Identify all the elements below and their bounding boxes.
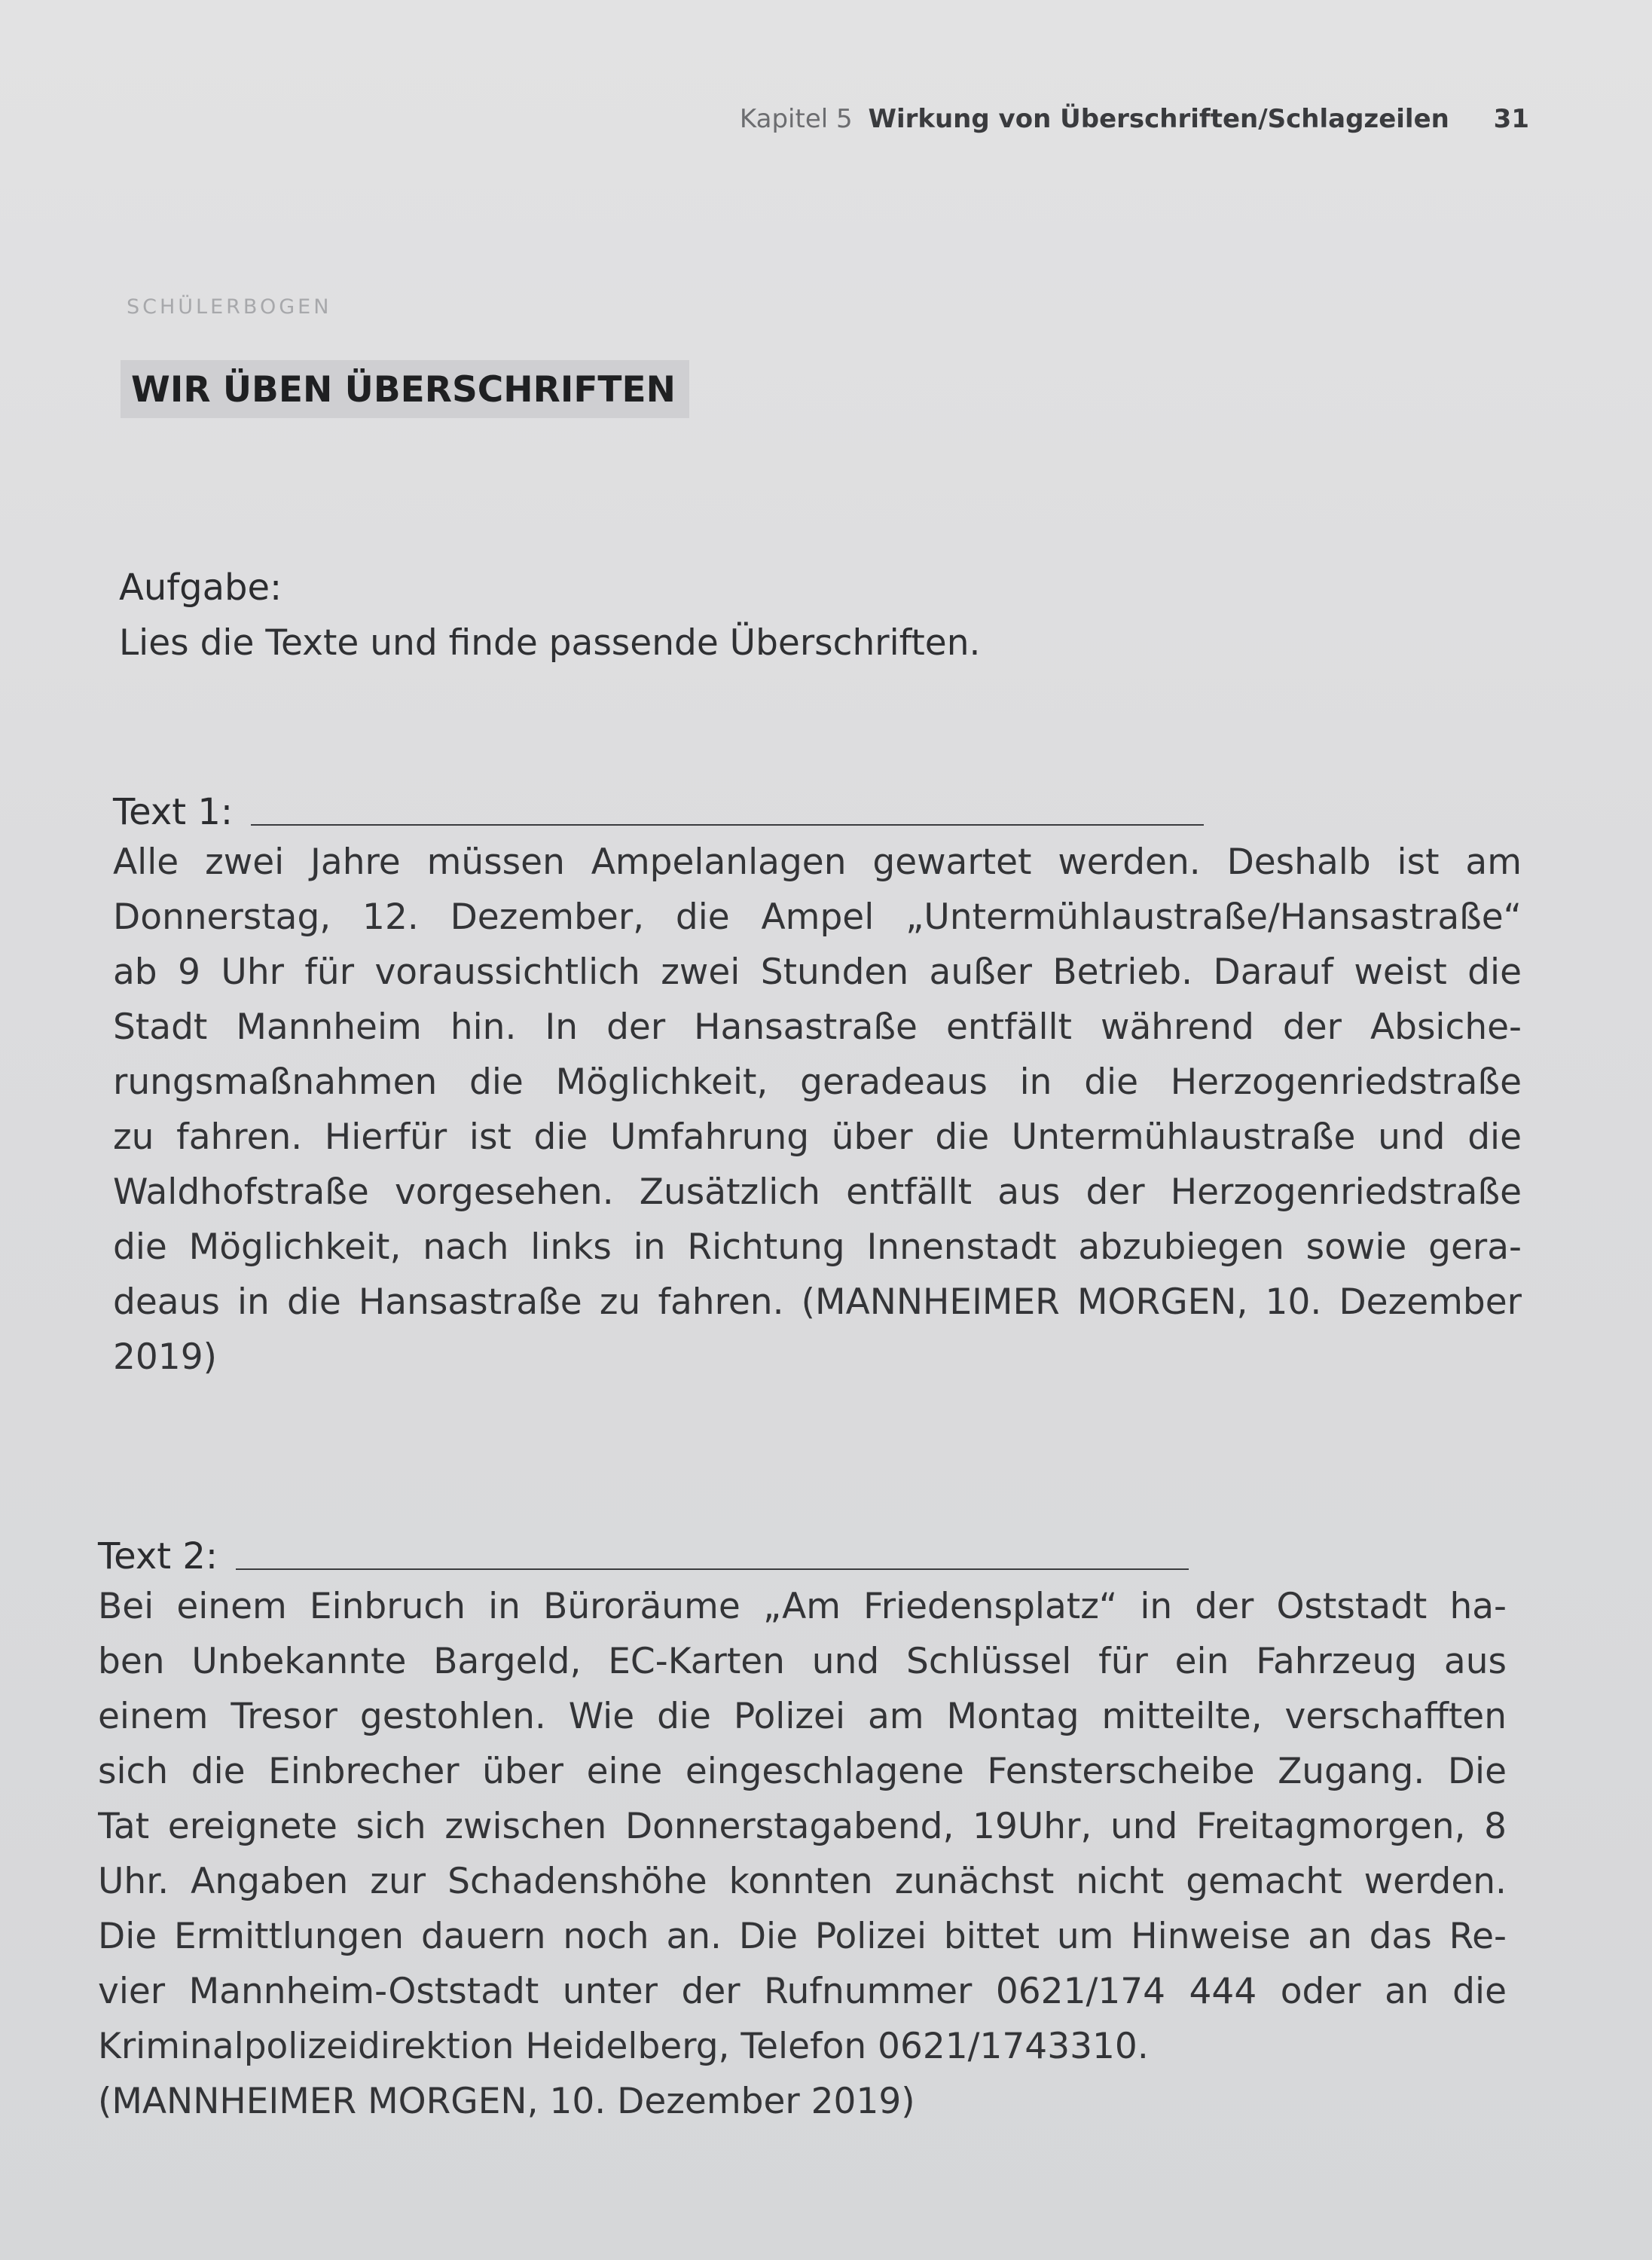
text-line: (MANNHEIMER MORGEN, 10. Dezember 2019) [98,2081,915,2122]
text-line: vier Mannheim-Oststadt unter der Rufnummer 0621/174 444 oder an die [98,1971,1507,2012]
text-2-answer-line[interactable] [236,1568,1189,1570]
text-1-body [113,835,1522,1385]
text-line: zu fahren. Hierfür ist die Umfahrung über die Untermühlaustraße und die [113,1116,1522,1158]
text-line: Kriminalpolizeidirektion Heidelberg, Telefon 0621/1743310. [98,2026,1149,2067]
text-line: sich die Einbrecher über eine eingeschlagene Fensterscheibe Zugang. Die [98,1751,1507,1792]
text-line: Die Ermittlungen dauern noch an. Die Polizei bittet um Hinweise an das Re- [98,1916,1507,1957]
text-line: Alle zwei Jahre müssen Ampelanlagen gewartet werden. Deshalb ist am [113,841,1522,883]
chapter-number: Kapitel 5 [739,104,853,134]
chapter-title: Wirkung von Überschriften/Schlagzeilen [868,104,1449,134]
task-instruction: Lies die Texte und finde passende Überschriften. [119,622,981,664]
text-line: Donnerstag, 12. Dezember, die Ampel „Untermühlaustraße/Hansastraße“ [113,896,1522,938]
text-line: Stadt Mannheim hin. In der Hansastraße entfällt während der Absiche- [113,1006,1522,1048]
text-2-body [98,1579,1507,2129]
task-label: Aufgabe: [119,567,282,609]
text-1-section [113,783,1522,1385]
text-line: deaus in die Hansastraße zu fahren. (MANNHEIMER MORGEN, 10. Dezember [113,1281,1522,1323]
text-line: Bei einem Einbruch in Büroräume „Am Friedensplatz“ in der Oststadt ha- [98,1586,1507,1627]
text-1-answer-line[interactable] [251,824,1204,826]
text-line: Tat ereignete sich zwischen Donnerstagabend, 19Uhr, und Freitagmorgen, 8 [98,1806,1507,1847]
text-line: rungsmaßnahmen die Möglichkeit, geradeaus in die Herzogenriedstraße [113,1061,1522,1103]
text-2-section [98,1528,1507,2129]
sheet-label: SCHÜLERBOGEN [127,295,332,319]
text-line: die Möglichkeit, nach links in Richtung Innenstadt abzubiegen sowie gera- [113,1226,1522,1268]
text-1-heading [113,783,1522,833]
text-2-heading [98,1528,1507,1577]
text-line: einem Tresor gestohlen. Wie die Polizei am Montag mitteilte, verschafften [98,1696,1507,1737]
text-line: Waldhofstraße vorgesehen. Zusätzlich entfällt aus der Herzogenriedstraße [113,1171,1522,1213]
text-line: ben Unbekannte Bargeld, EC-Karten und Schlüssel für ein Fahrzeug aus [98,1641,1507,1682]
sheet-title: WIR ÜBEN ÜBERSCHRIFTEN [121,360,689,418]
text-1-label: Text 1: [113,791,234,833]
text-line: 2019) [113,1336,217,1378]
page-number: 31 [1493,104,1529,134]
running-header [740,104,1529,134]
text-2-label: Text 2: [98,1535,218,1577]
text-line: Uhr. Angaben zur Schadenshöhe konnten zunächst nicht gemacht werden. [98,1861,1507,1902]
text-line: ab 9 Uhr für voraussichtlich zwei Stunden außer Betrieb. Darauf weist die [113,951,1522,993]
